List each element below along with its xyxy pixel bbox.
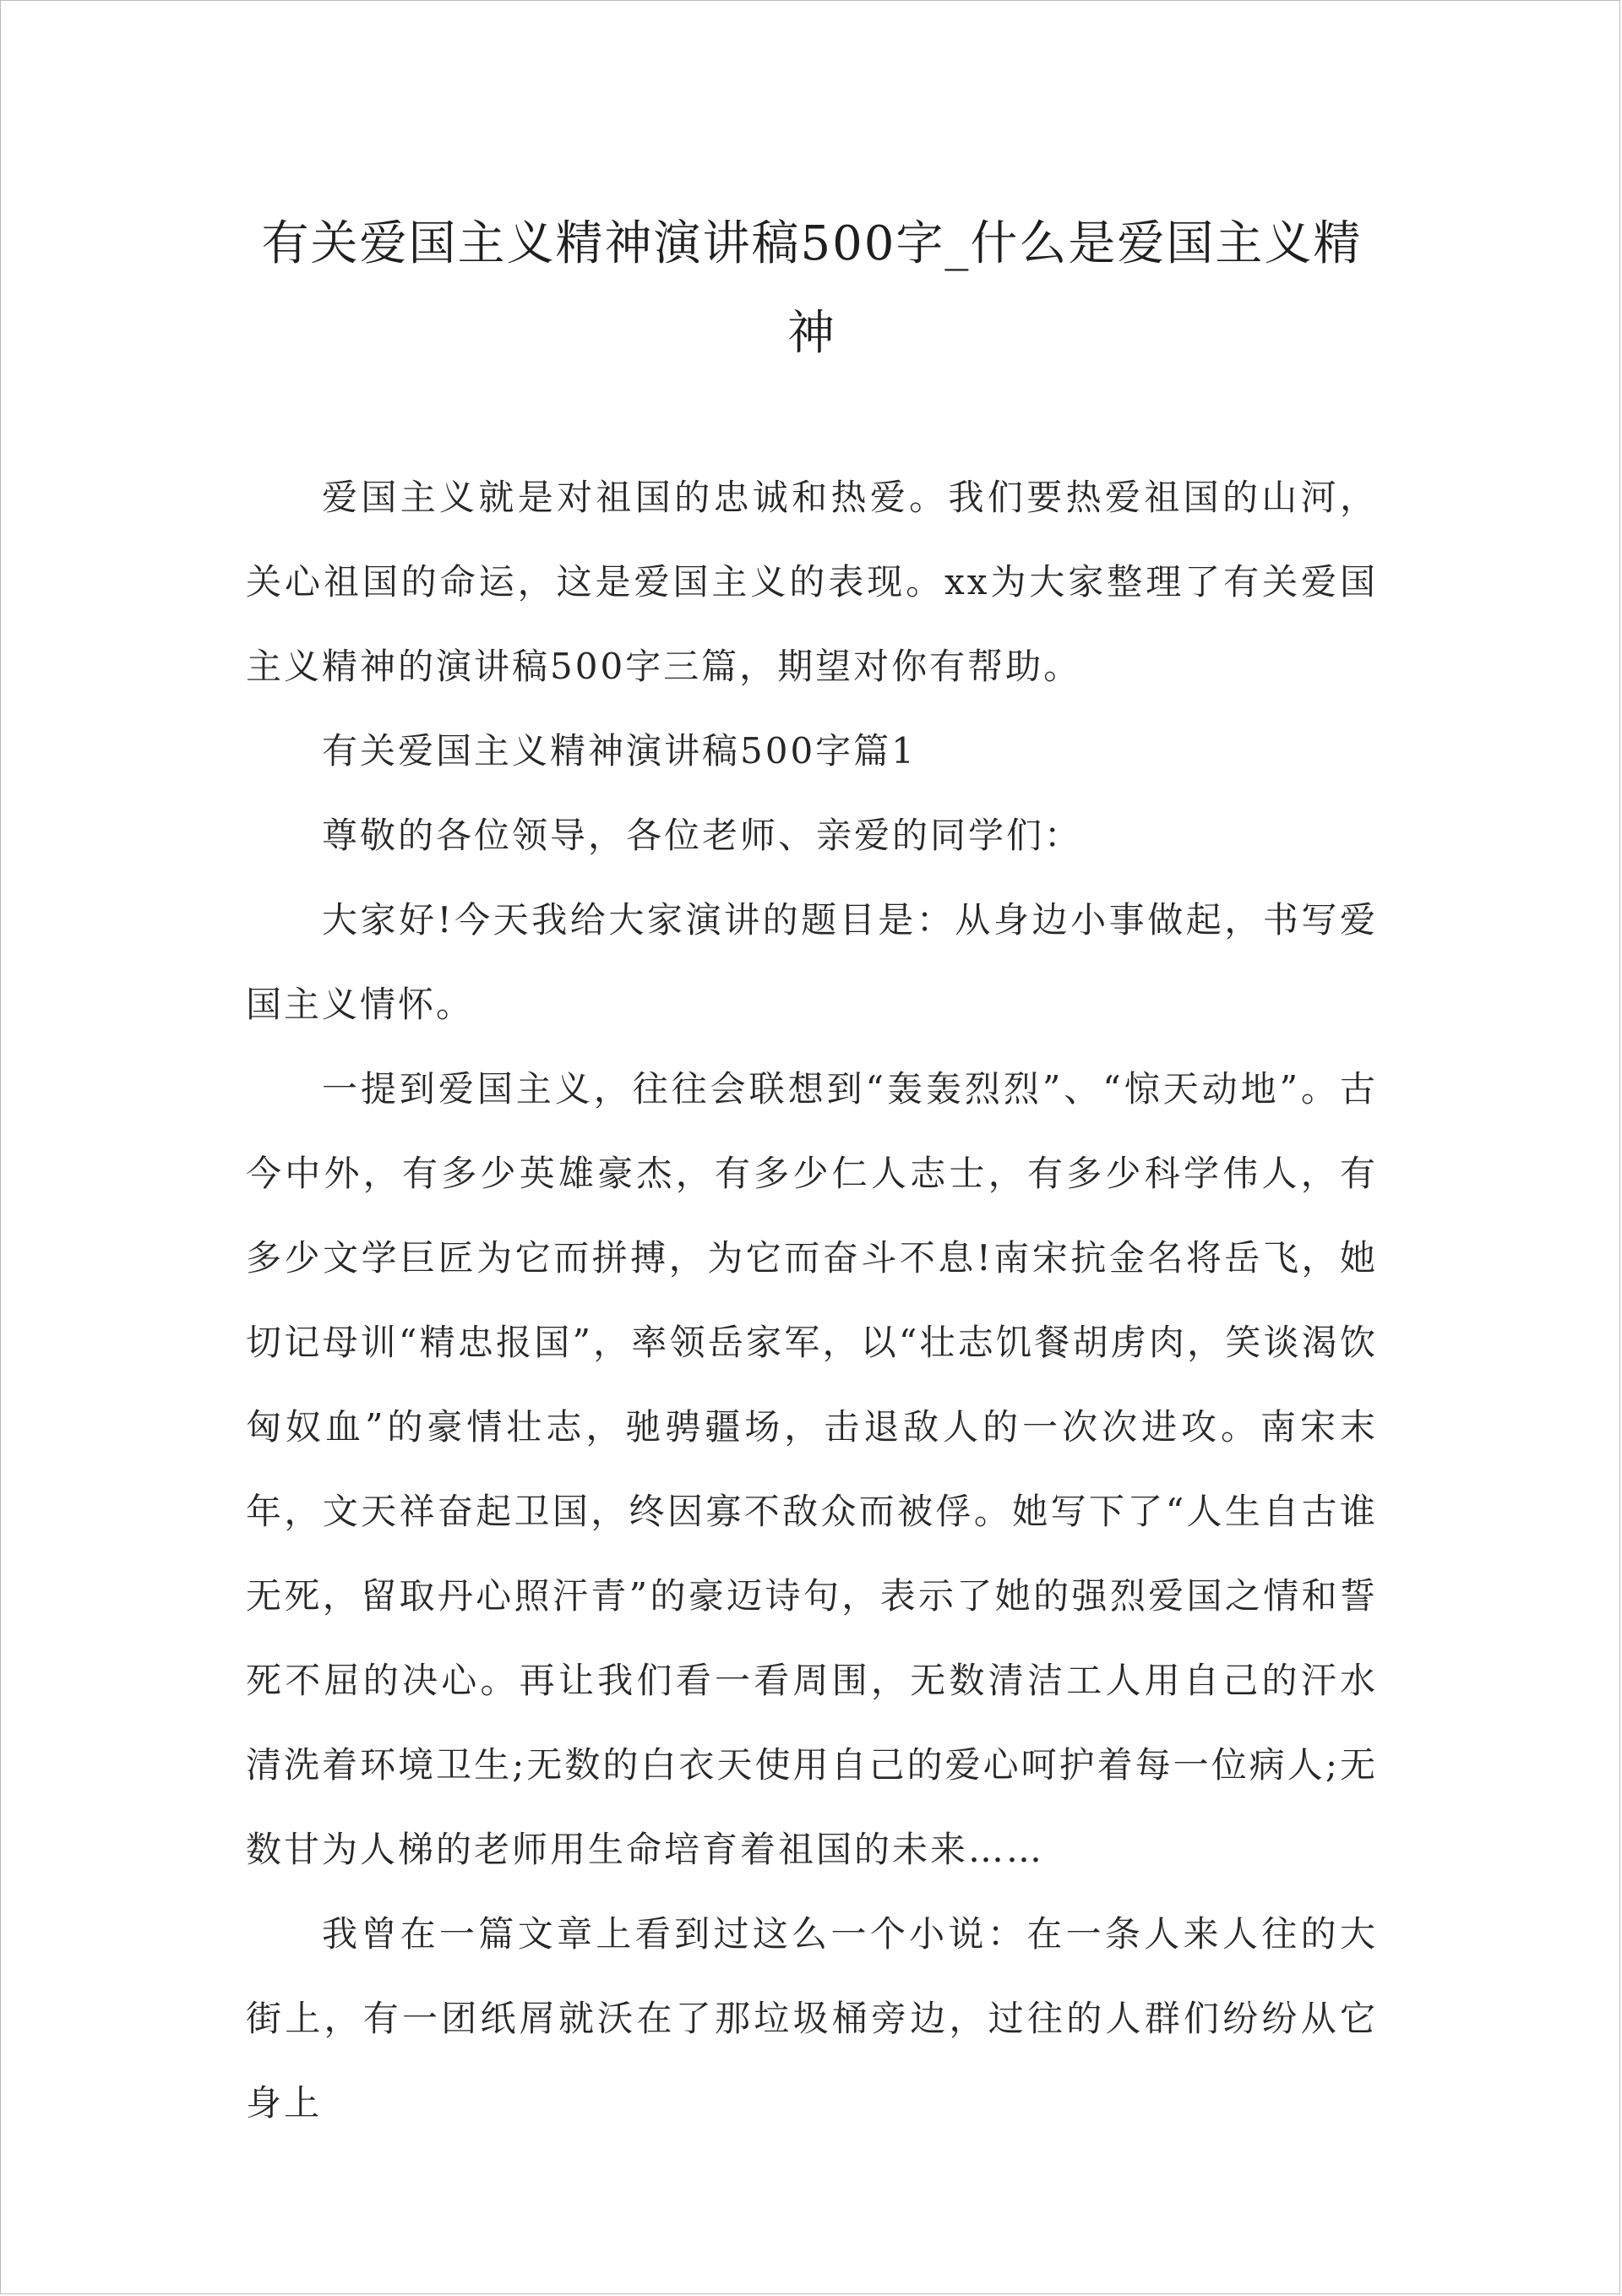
document-body bbox=[246, 455, 1378, 2146]
paragraph-story: 我曾在一篇文章上看到过这么一个小说：在一条人来人往的大街上，有一团纸屑就沃在了那垃圾桶旁边，过往的人群们纷纷从它身上 bbox=[246, 1913, 1378, 2124]
paragraph-section-heading: 有关爱国主义精神演讲稿500字篇1 bbox=[322, 730, 917, 772]
paragraph-greeting: 大家好!今天我给大家演讲的题目是：从身边小事做起，书写爱国主义情怀。 bbox=[246, 899, 1378, 1025]
paragraph-salutation: 尊敬的各位领导，各位老师、亲爱的同学们： bbox=[322, 815, 1083, 856]
paragraph-intro: 爱国主义就是对祖国的忠诚和热爱。我们要热爱祖国的山河，关心祖国的命运，这是爱国主义的表现。xx为大家整理了有关爱国主义精神的演讲稿500字三篇，期望对你有帮助。 bbox=[246, 477, 1378, 687]
paragraph-history: 一提到爱国主义，往往会联想到“轰轰烈烈”、“惊天动地”。古今中外，有多少英雄豪杰，有多少仁人志士，有多少科学伟人，有多少文学巨匠为它而拼搏，为它而奋斗不息!南宋抗金名将岳飞，她切记母训“精忠报国”，率领岳家军，以“壮志饥餐胡虏肉，笑谈渴饮匈奴血”的豪情壮志，驰骋疆场，击退敌人的一次次进攻。南宋末年，文天祥奋起卫国，终因寡不敌众而被俘。她写下了“人生自古谁无死，留取丹心照汗青”的豪迈诗句，表示了她的强烈爱国之情和誓死不屈的决心。再让我们看一看周围，无数清洁工人用自己的汗水清洗着环境卫生;无数的白衣天使用自己的爱心呵护着每一位病人;无数甘为人梯的老师用生命培育着祖国的未来…… bbox=[246, 1068, 1378, 1870]
document-title: 有关爱国主义精神演讲稿500字_什么是爱国主义精神 bbox=[261, 216, 1363, 361]
